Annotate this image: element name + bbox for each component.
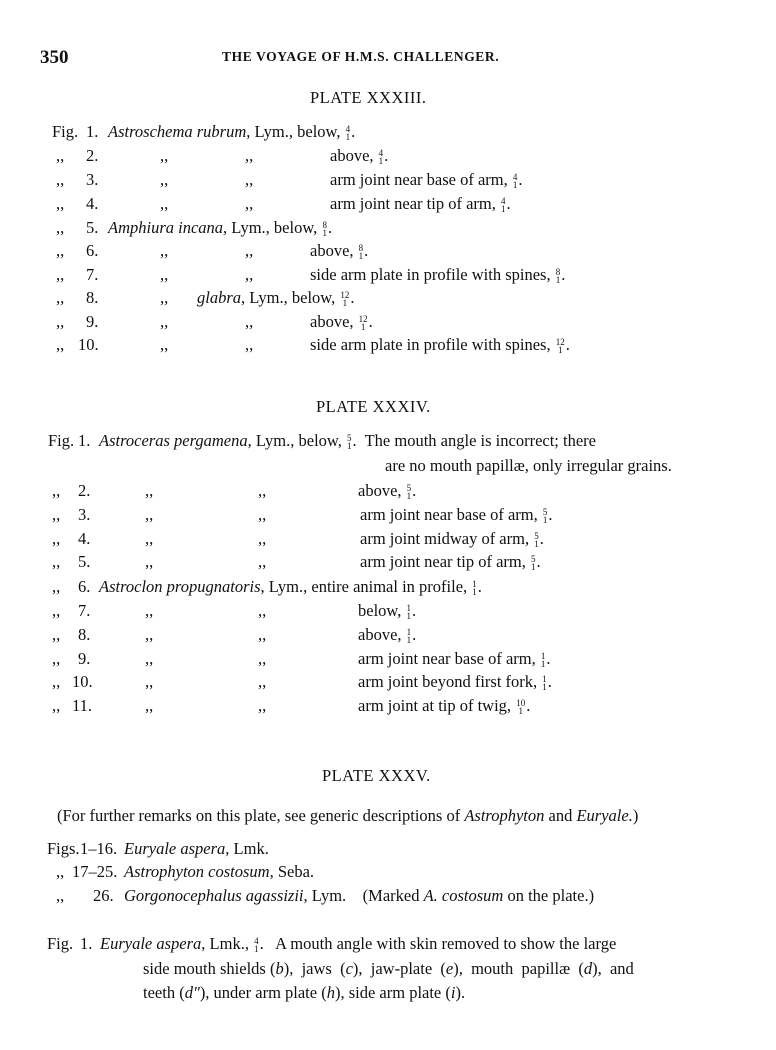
ditto-mark: ,, [245, 170, 254, 189]
text-segment: ), jaws ( [283, 959, 346, 978]
text-segment: teeth ( [143, 983, 185, 1002]
taxon-name: d″ [184, 983, 200, 1002]
figs-label: Figs. [47, 839, 80, 858]
text-segment: side arm plate in profile with spines, [310, 265, 555, 284]
taxon-name: h [326, 983, 335, 1002]
text-segment: ), side arm plate ( [334, 983, 451, 1002]
ditto-mark: ,, [52, 625, 61, 644]
figure-description: arm joint near base of arm, 1 1 . [358, 649, 551, 670]
text-segment: ), under arm plate ( [199, 983, 327, 1002]
ditto-mark: ,, [160, 265, 169, 284]
plate-title: PLATE XXXV. [322, 766, 431, 785]
taxon-name: Astroclon propugnatoris [99, 577, 261, 596]
scale-fraction: 1 1 [406, 627, 412, 646]
text-segment: arm joint near tip of arm, [360, 552, 530, 571]
text-segment: (For further remarks on this plate, see generic descriptions of [57, 806, 465, 825]
text-segment: above, [310, 312, 358, 331]
figure-description: above, 8 1 . [310, 241, 369, 262]
ditto-mark: ,, [258, 529, 267, 548]
ditto-mark: ,, [145, 529, 154, 548]
scale-fraction: 5 1 [534, 531, 539, 550]
scale-fraction: 5 1 [406, 483, 412, 502]
fig-label: Fig. [52, 122, 79, 141]
ditto-mark: ,, [258, 601, 267, 620]
taxon-name: Euryale aspera [100, 934, 202, 953]
text-segment: and [544, 806, 577, 825]
text-segment: ) [632, 806, 639, 825]
ditto-mark: ,, [160, 335, 169, 354]
text-segment: arm joint near base of arm, [360, 505, 542, 524]
ditto-mark: ,, [56, 288, 65, 307]
figure-description [143, 983, 465, 1003]
text-segment: arm joint near base of arm, [330, 170, 512, 189]
ditto-mark: ,, [56, 335, 65, 354]
taxon-name: glabra [197, 288, 242, 307]
plate-note [57, 806, 638, 826]
ditto-mark: ,, [245, 312, 254, 331]
fig-label: Fig. [48, 431, 75, 450]
text-segment: side mouth shields ( [143, 959, 276, 978]
figure-description: Astroschema rubrum, Lym., below, 4 1 . [108, 122, 356, 143]
figure-number: 3. [86, 170, 99, 189]
text-segment: below, [358, 601, 406, 620]
figure-description: arm joint midway of arm, 5 1 . [360, 529, 544, 550]
ditto-mark: ,, [245, 194, 254, 213]
ditto-mark: ,, [145, 696, 154, 715]
figure-description: arm joint at tip of twig, 10 1 . [358, 696, 531, 717]
ditto-mark: ,, [56, 170, 65, 189]
taxon-name: d [583, 959, 593, 978]
ditto-mark: ,, [145, 481, 154, 500]
text-segment: arm joint near base of arm, [358, 649, 540, 668]
text-segment: , Lmk., [201, 934, 254, 953]
figure-number: 2. [86, 146, 99, 165]
scale-fraction: 5 1 [347, 433, 352, 452]
scale-fraction: 8 1 [322, 220, 327, 239]
figure-number: 2. [78, 481, 91, 500]
text-segment: , Lym., below, [241, 288, 340, 307]
ditto-mark: ,, [160, 241, 169, 260]
ditto-mark: ,, [52, 601, 61, 620]
figure-number: 17–25. [72, 862, 118, 881]
text-segment: arm joint beyond first fork, [358, 672, 542, 691]
figure-description [100, 934, 616, 954]
scale-fraction: 12 1 [340, 290, 350, 309]
text-segment: arm joint near tip of arm, [330, 194, 500, 213]
ditto-mark: ,, [52, 577, 61, 596]
ditto-mark: ,, [145, 672, 154, 691]
taxon-name: Astroschema rubrum [108, 122, 247, 141]
ditto-mark: ,, [245, 265, 254, 284]
ditto-mark: ,, [160, 194, 169, 213]
figure-description: arm joint near base of arm, 5 1 . [360, 505, 553, 526]
figure-number: 9. [78, 649, 91, 668]
text-segment: , Lym., below, [247, 431, 347, 450]
taxon-name: Euryale aspera [124, 839, 226, 858]
scale-fraction: 4 1 [345, 124, 351, 143]
figure-description: Amphiura incana, Lym., below, 8 1 . [108, 218, 333, 239]
figure-number: 9. [86, 312, 99, 331]
figure-number: 7. [78, 601, 91, 620]
figure-description: above, 1 1 . [358, 625, 417, 646]
text-segment: on the plate.) [503, 886, 595, 905]
running-title: THE VOYAGE OF H.M.S. CHALLENGER. [222, 49, 500, 64]
ditto-mark: ,, [258, 649, 267, 668]
figure-description: side arm plate in profile with spines, 12 1 . [310, 335, 570, 356]
text-segment: above, [310, 241, 358, 260]
text-segment: above, [358, 625, 406, 644]
figure-description: above, 12 1 . [310, 312, 373, 333]
figure-description [124, 862, 314, 882]
figure-number: 8. [78, 625, 91, 644]
text-segment: above, [330, 146, 378, 165]
figure-number: 1. [80, 934, 93, 953]
scale-fraction: 4 1 [501, 196, 506, 215]
taxon-name: Amphiura incana [108, 218, 224, 237]
ditto-mark: ,, [52, 552, 61, 571]
page-number: 350 [40, 47, 69, 68]
figure-number: 7. [86, 265, 99, 284]
figure-description: above, 5 1 . [358, 481, 417, 502]
figure-description: arm joint near tip of arm, 4 1 . [330, 194, 511, 215]
figure-description: arm joint beyond first fork, 1 1 . [358, 672, 552, 693]
figure-description: arm joint near tip of arm, 5 1 . [360, 552, 541, 573]
scale-fraction: 5 1 [531, 554, 536, 573]
taxon-name: Gorgonocephalus agassizii [124, 886, 304, 905]
taxon-name: b [275, 959, 284, 978]
figure-description: arm joint near base of arm, 4 1 . [330, 170, 523, 191]
scale-fraction: 10 1 [516, 698, 526, 717]
figure-description: glabra, Lym., below, 12 1 . [197, 288, 355, 309]
figure-number: 5. [86, 218, 99, 237]
figure-number: 1–16. [80, 839, 118, 858]
text-segment: , Lmk. [225, 839, 269, 858]
ditto-mark: ,, [145, 625, 154, 644]
ditto-mark: ,, [56, 265, 65, 284]
taxon-name: i [450, 983, 456, 1002]
text-segment: ), jaw-plate ( [352, 959, 446, 978]
ditto-mark: ,, [52, 505, 61, 524]
scale-fraction: 1 1 [540, 651, 546, 670]
figure-description: above, 4 1 . [330, 146, 389, 167]
scale-fraction: 1 1 [542, 674, 547, 693]
ditto-mark: ,, [160, 170, 169, 189]
scale-fraction: 4 1 [254, 936, 259, 955]
taxon-name: Astrophyton [464, 806, 545, 825]
taxon-name: e [445, 959, 454, 978]
ditto-mark: ,, [245, 146, 254, 165]
text-segment: , Seba. [269, 862, 315, 881]
ditto-mark: ,, [145, 552, 154, 571]
ditto-mark: ,, [160, 312, 169, 331]
text-segment: above, [358, 481, 406, 500]
scale-fraction: 8 1 [555, 267, 561, 286]
figure-number: 4. [86, 194, 99, 213]
scale-fraction: 1 1 [406, 603, 412, 622]
text-segment: . A mouth angle with skin removed to show the large [259, 934, 617, 953]
taxon-name: Astrophyton costosum [124, 862, 270, 881]
figure-number: 1. [86, 122, 99, 141]
ditto-mark: ,, [52, 696, 61, 715]
scale-fraction: 4 1 [512, 172, 518, 191]
figure-number: 3. [78, 505, 91, 524]
ditto-mark: ,, [258, 672, 267, 691]
figure-number: 11. [72, 696, 93, 715]
ditto-mark: ,, [160, 146, 169, 165]
figure-number: 6. [78, 577, 91, 596]
scale-fraction: 8 1 [358, 243, 364, 262]
text-segment: ), mouth papillæ ( [453, 959, 584, 978]
taxon-name: Euryale. [576, 806, 633, 825]
taxon-name: c [345, 959, 353, 978]
ditto-mark: ,, [56, 146, 65, 165]
figure-number: 4. [78, 529, 91, 548]
taxon-name: A. costosum [423, 886, 504, 905]
scale-fraction: 5 1 [542, 507, 548, 526]
figure-number: 10. [78, 335, 99, 354]
text-segment: , Lym. (Marked [303, 886, 424, 905]
text-segment: , Lym., entire animal in profile, [260, 577, 472, 596]
text-segment: arm joint midway of arm, [360, 529, 534, 548]
figure-number: 5. [78, 552, 91, 571]
scale-fraction: 1 1 [472, 579, 477, 598]
text-segment: ). [455, 983, 466, 1002]
ditto-mark: ,, [56, 194, 65, 213]
figure-description: below, 1 1 . [358, 601, 417, 622]
figure-description [124, 839, 269, 859]
figure-description [143, 959, 634, 979]
plate-title: PLATE XXXIV. [316, 397, 431, 416]
fig-label: Fig. [47, 934, 74, 953]
figure-number: 6. [86, 241, 99, 260]
ditto-mark: ,, [245, 241, 254, 260]
ditto-mark: ,, [258, 625, 267, 644]
ditto-mark: ,, [258, 481, 267, 500]
figure-number: 1. [78, 431, 91, 450]
scale-fraction: 12 1 [358, 314, 368, 333]
ditto-mark: ,, [258, 505, 267, 524]
figure-description: side arm plate in profile with spines, 8 1 . [310, 265, 566, 286]
ditto-mark: ,, [245, 335, 254, 354]
figure-description: Astroceras pergamena, Lym., below, 5 1 . The mouth angle is incorrect; there [99, 431, 596, 452]
taxon-name: Astroceras pergamena [99, 431, 248, 450]
text-segment: arm joint at tip of twig, [358, 696, 516, 715]
text-segment: , Lym., below, [223, 218, 322, 237]
ditto-mark: ,, [56, 862, 65, 881]
ditto-mark: ,, [56, 886, 65, 905]
text-segment: ), and [592, 959, 634, 978]
ditto-mark: ,, [52, 649, 61, 668]
ditto-mark: ,, [258, 552, 267, 571]
scale-fraction: 4 1 [378, 148, 384, 167]
ditto-mark: ,, [160, 288, 169, 307]
plate-title: PLATE XXXIII. [310, 88, 427, 107]
ditto-mark: ,, [52, 529, 61, 548]
ditto-mark: ,, [56, 218, 65, 237]
text-segment: , Lym., below, [246, 122, 345, 141]
ditto-mark: ,, [52, 481, 61, 500]
figure-number: 8. [86, 288, 99, 307]
figure-number: 10. [72, 672, 93, 691]
figure-description [124, 886, 594, 906]
ditto-mark: ,, [145, 505, 154, 524]
ditto-mark: ,, [56, 312, 65, 331]
description-continuation: are no mouth papillæ, only irregular grains. [385, 456, 672, 475]
ditto-mark: ,, [52, 672, 61, 691]
figure-description: Astroclon propugnatoris, Lym., entire animal in profile, 1 1 . [99, 577, 482, 598]
scale-fraction: 12 1 [555, 337, 565, 356]
ditto-mark: ,, [56, 241, 65, 260]
ditto-mark: ,, [145, 601, 154, 620]
ditto-mark: ,, [258, 696, 267, 715]
ditto-mark: ,, [145, 649, 154, 668]
figure-number: 26. [93, 886, 114, 905]
text-segment: side arm plate in profile with spines, [310, 335, 555, 354]
